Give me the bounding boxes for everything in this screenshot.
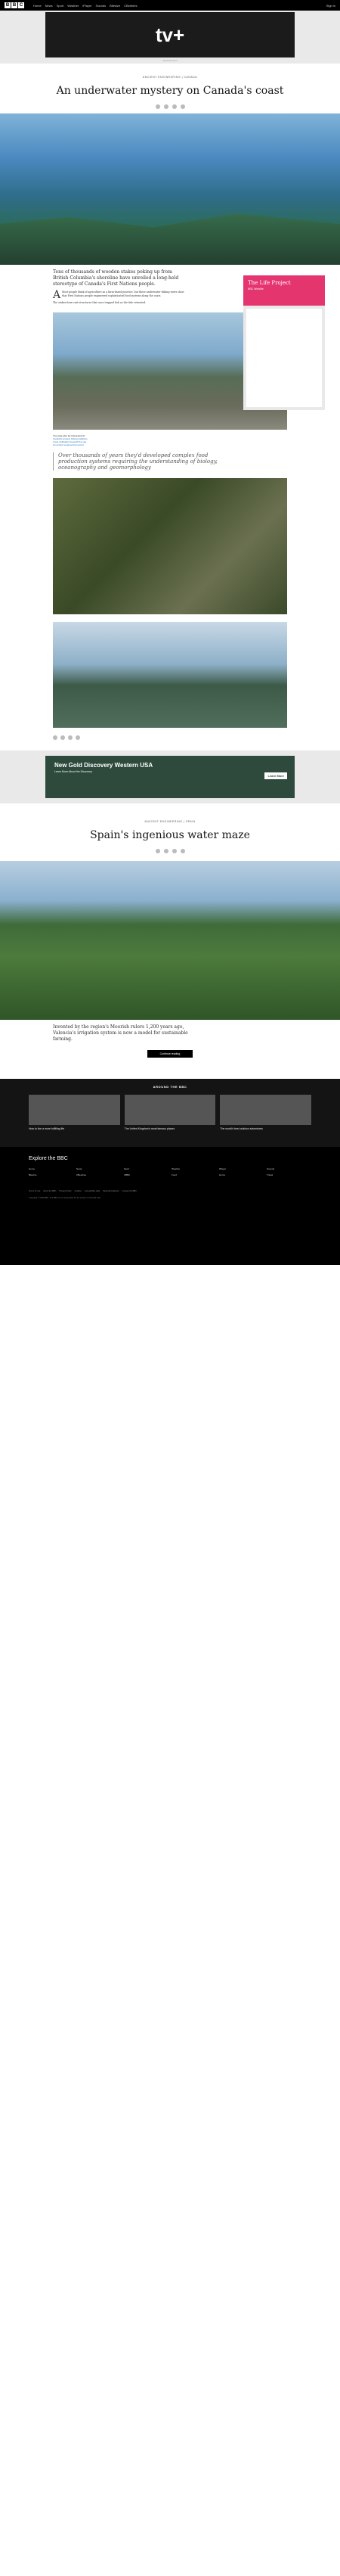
- side-ad-slot[interactable]: [246, 309, 322, 407]
- promo-card[interactable]: How to live a more fulfilling life: [29, 1095, 120, 1130]
- drop-cap: A: [53, 289, 61, 302]
- around-the-bbc: [0, 1079, 340, 1147]
- legal-link[interactable]: Cookies: [74, 1189, 82, 1192]
- footer-link[interactable]: CBeebies: [76, 1173, 87, 1176]
- bbc-logo[interactable]: B B C: [5, 3, 23, 8]
- section-heading: AROUND THE BBC: [153, 1084, 187, 1089]
- legal-link[interactable]: Terms of Use: [29, 1189, 41, 1192]
- story-category[interactable]: ANCIENT ENGINEERING | CANADA: [142, 76, 198, 79]
- email-icon[interactable]: [172, 849, 177, 853]
- continue-reading-button[interactable]: Continue reading: [147, 1050, 193, 1058]
- learn-more-button[interactable]: Learn More: [264, 772, 287, 779]
- related-link[interactable]: An ancient engineering marvel: [53, 443, 84, 446]
- body-paragraph: The stakes form vast structures that once trapped fish as the tide retreated.: [53, 300, 147, 304]
- legal-link[interactable]: Privacy Policy: [59, 1189, 72, 1192]
- nav-item[interactable]: Weather: [67, 3, 79, 8]
- share-icon[interactable]: [181, 104, 185, 109]
- pull-quote: Over thousands of years they'd developed complex food production systems requiring the understanding of biology, oceanography and geomorphology: [53, 452, 219, 471]
- footer-heading: Explore the BBC: [29, 1155, 68, 1161]
- article-image: [53, 622, 287, 728]
- copyright: Copyright © 2020 BBC. The BBC is not responsible for the content of external sites.: [29, 1196, 102, 1199]
- promo-card[interactable]: The United Kingdom's most famous places: [125, 1095, 216, 1130]
- share-icon[interactable]: [181, 849, 185, 853]
- legal-link[interactable]: Parental Guidance: [103, 1189, 119, 1192]
- promo-cards: [29, 1095, 311, 1130]
- ad-label: Advertisement: [162, 59, 178, 62]
- footer-link[interactable]: Sport: [124, 1167, 130, 1170]
- hero-image: [0, 113, 340, 265]
- footer-link[interactable]: Food: [172, 1173, 177, 1176]
- facebook-icon[interactable]: [156, 849, 160, 853]
- footer-link[interactable]: Home: [219, 1173, 226, 1176]
- footer-link[interactable]: Weather: [172, 1167, 181, 1170]
- hero-land-shape: [0, 197, 340, 265]
- share-buttons-bottom: [53, 735, 287, 740]
- life-project-promo[interactable]: The Life Project BBC Worklife: [243, 275, 325, 306]
- ad-banner[interactable]: tv+: [45, 12, 295, 57]
- facebook-icon[interactable]: [53, 735, 57, 740]
- footer-links: [29, 1167, 311, 1176]
- share-icon[interactable]: [76, 735, 80, 740]
- nav-item[interactable]: iPlayer: [82, 3, 92, 8]
- story-title: Spain's ingenious water maze: [90, 828, 250, 841]
- legal-link[interactable]: About the BBC: [43, 1189, 57, 1192]
- story-title: An underwater mystery on Canada's coast: [56, 85, 284, 97]
- promo-thumbnail: [29, 1095, 120, 1125]
- article-image: [53, 478, 287, 614]
- facebook-icon[interactable]: [156, 104, 160, 109]
- related-link[interactable]: Canada's ancient fishing traditions: [53, 437, 88, 440]
- footer-link[interactable]: Bitesize: [29, 1173, 37, 1176]
- twitter-icon[interactable]: [164, 104, 168, 109]
- standfirst: Tens of thousands of wooden stakes poking up from British Columbia's shoreline have unveiled a long-held stereotype of Canada's First Nations people.: [53, 269, 179, 287]
- promo-thumbnail: [220, 1095, 311, 1125]
- next-story: [0, 820, 340, 1058]
- standfirst: Invented by the region's Moorish rulers 1,200 years ago, Valencia's irrigation system is now a model for sustainable farming.: [53, 1024, 188, 1042]
- share-buttons: [0, 849, 340, 853]
- footer-link[interactable]: Travel: [267, 1173, 274, 1176]
- top-advertisement: [0, 11, 340, 64]
- article-body: [53, 269, 291, 740]
- nav-item[interactable]: Sport: [56, 3, 64, 8]
- footer: [0, 1147, 340, 1265]
- mid-advertisement: [0, 750, 340, 803]
- body-paragraph: A Most people think of agriculture as a farm-based practice, but these underwater fishing weirs show that First Nations people engineered sophisticated food systems along the coast.: [53, 289, 184, 302]
- nav-item[interactable]: Bitesize: [110, 3, 121, 8]
- footer-link[interactable]: iPlayer: [219, 1167, 227, 1170]
- related-links: You may also be interested in: Canada's ancient fishing traditions A lost civilisation beneath the sea An ancient engineering marvel: [53, 434, 287, 446]
- main-nav: [33, 4, 137, 8]
- related-link[interactable]: A lost civilisation beneath the sea: [53, 440, 87, 443]
- footer-link[interactable]: Sounds: [267, 1167, 275, 1170]
- hero-image: [0, 861, 340, 1020]
- promo-card[interactable]: The world's best outdoor adventures: [220, 1095, 311, 1130]
- nav-item[interactable]: Home: [33, 3, 42, 8]
- email-icon[interactable]: [172, 104, 177, 109]
- story-category[interactable]: ANCIENT ENGINEERING | SPAIN: [144, 819, 196, 823]
- share-buttons: [0, 104, 340, 109]
- email-icon[interactable]: [68, 735, 73, 740]
- sign-in-link[interactable]: Sign in: [326, 3, 335, 8]
- nav-item[interactable]: Sounds: [95, 3, 107, 8]
- legal-link[interactable]: Accessibility Help: [84, 1189, 100, 1192]
- nav-item[interactable]: CBeebies: [124, 3, 138, 8]
- footer-link[interactable]: CBBC: [124, 1173, 131, 1176]
- footer-link[interactable]: Home: [29, 1167, 36, 1170]
- promo-thumbnail: [125, 1095, 216, 1125]
- twitter-icon[interactable]: [164, 849, 168, 853]
- side-advertisement: [243, 275, 325, 410]
- legal-links: [29, 1190, 311, 1192]
- twitter-icon[interactable]: [60, 735, 65, 740]
- footer-link[interactable]: News: [76, 1167, 82, 1170]
- nav-item[interactable]: News: [45, 3, 53, 8]
- article-body: [53, 1024, 287, 1043]
- top-navigation-bar: [0, 0, 340, 11]
- gold-ad-banner[interactable]: New Gold Discovery Western USA Learn More About the Discovery Learn More: [45, 756, 295, 798]
- legal-link[interactable]: Contact the BBC: [122, 1189, 137, 1192]
